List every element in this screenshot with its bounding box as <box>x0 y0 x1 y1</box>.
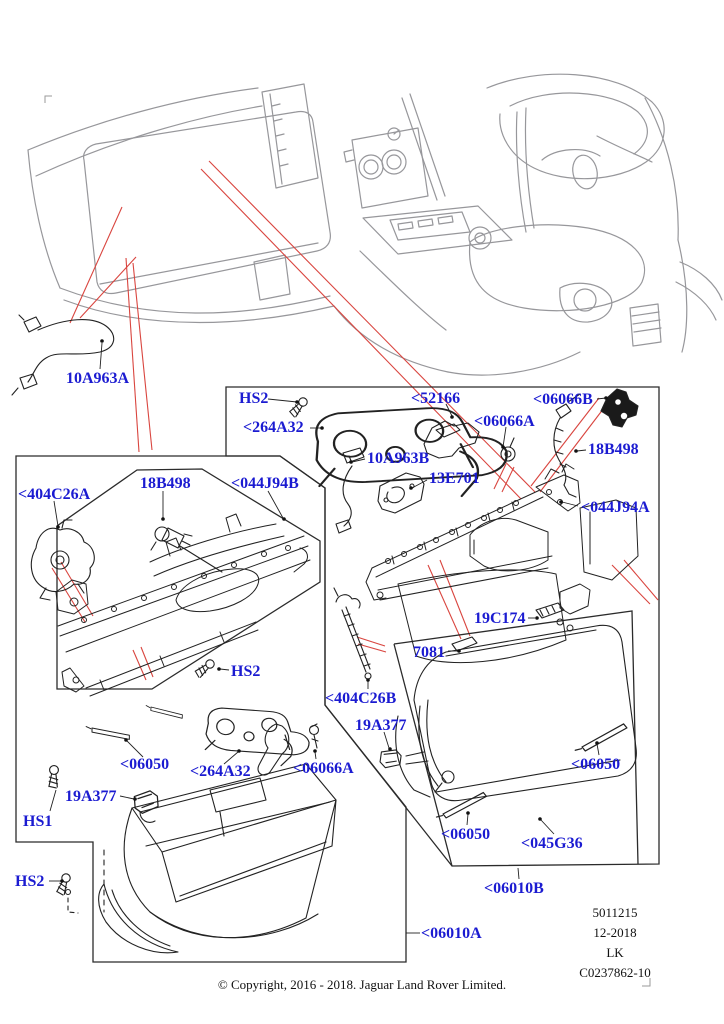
part-label: <264A32 <box>190 763 251 780</box>
strip-06050-bottom <box>435 792 487 821</box>
part-label: 7081 <box>413 644 445 661</box>
part-label: HS2 <box>231 663 261 680</box>
part-label: 13E701 <box>429 470 480 487</box>
doc-date: 12-2018 <box>593 925 637 940</box>
screw-hs2-mid <box>194 658 216 678</box>
part-label: <06050 <box>571 756 621 773</box>
part-label: <06010B <box>484 880 544 897</box>
part-label: <264A32 <box>243 419 304 436</box>
part-label: <404C26B <box>325 690 397 707</box>
part-label: 10A963A <box>66 370 130 387</box>
inner-box <box>57 469 320 689</box>
screw-hs2-bottom <box>56 873 71 896</box>
part-label: <044J94A <box>581 499 650 516</box>
panel-044J94A-art <box>366 464 638 663</box>
strip-06050-left-lower <box>85 725 130 742</box>
corner-marks <box>45 96 650 986</box>
screw-hs2-top <box>289 396 309 418</box>
part-label: <06050 <box>120 756 170 773</box>
bracket-06066B-art <box>601 389 638 427</box>
part-label: <045G36 <box>521 835 583 852</box>
grommet-06066A-art <box>501 438 515 461</box>
part-label: 10A963B <box>367 450 430 467</box>
strip-06050-right <box>574 723 628 754</box>
part-label: <06010A <box>421 925 482 942</box>
strip-06050-left-upper <box>145 704 183 720</box>
part-label: <52166 <box>411 390 461 407</box>
rod-404C26B-art <box>334 588 371 679</box>
doc-code: LK <box>606 945 624 960</box>
left-box <box>16 456 406 962</box>
lamp-18B498-left-art <box>151 527 222 572</box>
enclosure-boxes <box>16 387 659 962</box>
screw-hs1 <box>49 765 59 788</box>
part-label: 19A377 <box>65 788 117 805</box>
part-label: 19A377 <box>355 717 407 734</box>
part-label: <06066A <box>293 760 354 777</box>
part-label: 19C174 <box>474 610 526 627</box>
red-leader-lines <box>52 161 658 680</box>
part-label: HS2 <box>239 390 269 407</box>
strip-19C174-art <box>536 603 564 618</box>
actuator-404C26A-art <box>31 520 94 600</box>
copyright-line: © Copyright, 2016 - 2018. Jaguar Land Rover Limited. <box>217 977 507 992</box>
doc-info-block <box>555 903 675 983</box>
part-label: 18B498 <box>140 475 191 492</box>
part-label: <404C26A <box>18 486 91 503</box>
part-label: 18B498 <box>588 441 639 458</box>
latch-hook-art <box>258 724 289 775</box>
doc-part-number: 5011215 <box>592 905 638 920</box>
part-label: <044J94B <box>231 475 299 492</box>
part-label: HS2 <box>15 873 45 890</box>
part-label: <06066A <box>474 413 535 430</box>
doc-drawing-ref: C0237862-10 <box>579 965 651 980</box>
pin-06066A-bottom-art <box>310 724 319 748</box>
part-label: HS1 <box>23 813 53 830</box>
part-label: <06050 <box>441 826 491 843</box>
part-label: <06066B <box>533 391 593 408</box>
